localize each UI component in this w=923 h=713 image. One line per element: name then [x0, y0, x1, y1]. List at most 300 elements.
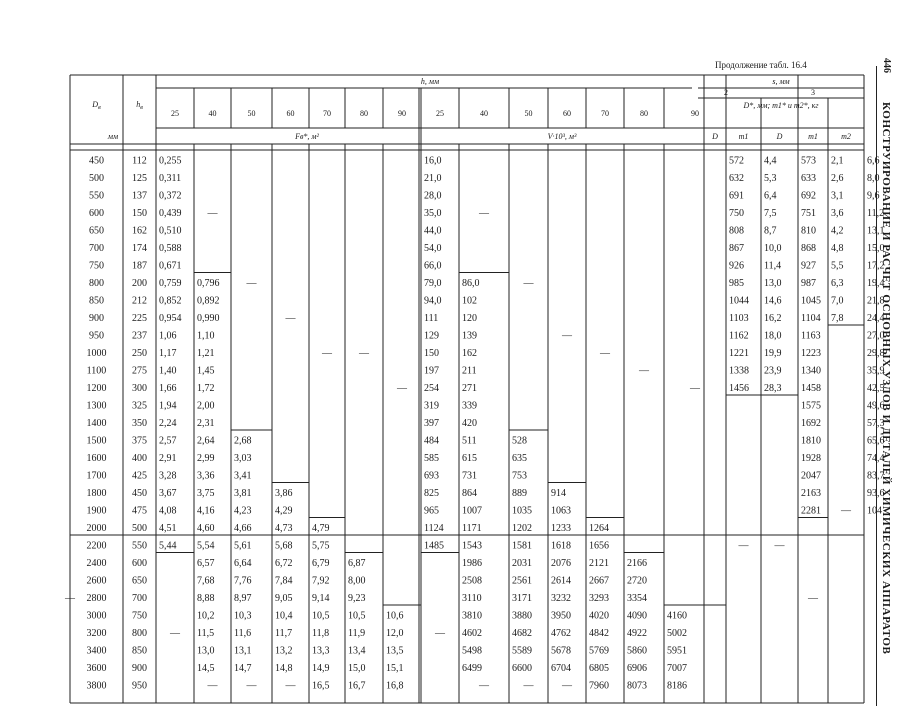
- table-cell: 15,0: [348, 663, 366, 674]
- table-cell: 900: [132, 663, 147, 674]
- table-cell: 4922: [627, 628, 647, 639]
- table-cell: 5951: [667, 645, 687, 657]
- table-cell: 16,8: [386, 680, 404, 692]
- table-cell: 511: [462, 435, 477, 447]
- table-cell: 6,72: [275, 558, 293, 569]
- table-cell: 2031: [512, 558, 532, 569]
- table-cell: 5,3: [764, 173, 777, 184]
- table-cell: 29,8: [867, 348, 885, 359]
- table-cell: 987: [801, 278, 816, 289]
- table-cell: 4682: [512, 628, 532, 639]
- table-cell: 4,23: [234, 505, 252, 517]
- table-cell: 225: [132, 313, 147, 324]
- table-cell: 35,0: [424, 208, 442, 219]
- table-cell: 550: [132, 540, 147, 552]
- table-cell: 74,4: [867, 453, 885, 464]
- table-cell: 54,0: [424, 243, 442, 254]
- table-cell: 691: [729, 190, 744, 202]
- table-cell: 3000: [86, 610, 107, 622]
- table-cell: 162: [462, 348, 477, 359]
- table-cell: 3,36: [197, 470, 215, 482]
- table-cell: 16,7: [348, 680, 366, 692]
- table-cell: 5678: [551, 645, 571, 657]
- header-h-value: 60: [286, 109, 295, 118]
- table-cell: 1,06: [159, 330, 177, 342]
- table-cell: 1485: [424, 540, 444, 552]
- table-cell: 420: [462, 418, 477, 429]
- table-cell: 3,6: [831, 208, 844, 219]
- table-cell: 2,24: [159, 418, 177, 429]
- table-cell: 6805: [589, 663, 609, 674]
- table-cell: 7,68: [197, 575, 215, 587]
- table-cell: 5,61: [234, 540, 252, 552]
- table-cell: 692: [801, 190, 816, 202]
- table-cell: 3171: [512, 593, 532, 604]
- table-cell: 1162: [729, 330, 749, 342]
- table-cell: 4602: [462, 628, 482, 639]
- table-cell: 6600: [512, 663, 532, 674]
- table-cell: 14,7: [234, 663, 252, 674]
- table-cell: 14,5: [197, 663, 215, 674]
- table-cell: 2,68: [234, 435, 252, 447]
- table-cell: 3354: [627, 593, 647, 604]
- table-cell: 600: [132, 558, 147, 569]
- table-cell: 10,6: [386, 610, 404, 622]
- table-cell: 15,1: [386, 663, 404, 674]
- table-cell: 17,2: [867, 260, 885, 272]
- table-cell: 5769: [589, 645, 609, 657]
- table-cell: 4090: [627, 610, 647, 622]
- table-cell: 23,9: [764, 365, 782, 377]
- table-cell: 1456: [729, 383, 749, 394]
- table-cell: 808: [729, 225, 744, 237]
- table-cell: 11,9: [348, 628, 366, 639]
- table-cell: 4,79: [312, 523, 330, 534]
- table-cell: 3,86: [275, 488, 293, 499]
- header-s2: 2: [724, 88, 728, 97]
- table-cell: 6704: [551, 663, 571, 674]
- table-cell: 927: [801, 260, 816, 272]
- table-grid: [65, 75, 885, 705]
- header-unit-V: V·10³, м³: [547, 132, 577, 141]
- table-cell: 14,6: [764, 295, 782, 307]
- table-cell: 2600: [86, 575, 107, 587]
- table-cell: 1,66: [159, 383, 177, 394]
- table-cell: 1171: [462, 523, 482, 534]
- table-cell: 6906: [627, 663, 647, 674]
- table-cell: 2561: [512, 575, 532, 587]
- header-h-value: 50: [247, 109, 256, 118]
- table-cell: 8186: [667, 680, 687, 692]
- table-cell: 8073: [627, 680, 647, 692]
- table-cell: 11,4: [764, 260, 782, 272]
- table-cell: 1,72: [197, 383, 215, 394]
- table-cell: 3,03: [234, 453, 252, 464]
- table-cell: 112: [132, 155, 147, 167]
- table-cell: 13,4: [348, 645, 366, 657]
- table-cell: 7,84: [275, 575, 293, 587]
- table-cell: 125: [132, 173, 147, 184]
- table-cell: 162: [132, 225, 147, 237]
- table-cell: 615: [462, 453, 477, 464]
- table-cell: 197: [424, 365, 439, 377]
- header-dv: $D_в$: [92, 100, 101, 111]
- table-cell: 700: [132, 593, 147, 604]
- table-cell: —: [322, 348, 332, 359]
- table-cell: —: [285, 313, 296, 324]
- table-cell: —: [523, 680, 534, 692]
- table-cell: 900: [89, 313, 104, 324]
- table-cell: 137: [132, 190, 147, 202]
- header-s-mm: s, мм: [772, 77, 790, 86]
- table-cell: 8,97: [234, 593, 252, 604]
- table-cell: 4,51: [159, 523, 177, 534]
- table-cell: 1,40: [159, 365, 177, 377]
- table-cell: 7,0: [831, 295, 844, 307]
- table-cell: 1458: [801, 383, 821, 394]
- table-cell: 0,510: [159, 225, 182, 237]
- table-cell: 1810: [801, 435, 821, 447]
- table-cell: 16,5: [312, 680, 330, 692]
- table-cell: 550: [89, 190, 104, 202]
- table-cell: 3400: [86, 645, 107, 657]
- table-cell: 572: [729, 155, 744, 167]
- table-cell: 9,23: [348, 593, 366, 604]
- table-cell: 0,796: [197, 278, 220, 289]
- table-cell: 10,4: [275, 610, 293, 622]
- table-cell: 825: [424, 488, 439, 499]
- table-cell: 693: [424, 470, 439, 482]
- table-cell: 3800: [86, 680, 107, 692]
- table-cell: 28,3: [764, 383, 782, 394]
- table-cell: 750: [89, 260, 104, 272]
- table-cell: 2163: [801, 488, 821, 499]
- table-cell: 8,88: [197, 593, 215, 604]
- table-cell: 585: [424, 453, 439, 464]
- header-s-sub: D*, мм; m1* и m2*, кг: [743, 101, 819, 110]
- table-cell: 13,0: [764, 278, 782, 289]
- table-cell: 867: [729, 243, 744, 254]
- table-cell: 3200: [86, 628, 107, 639]
- table-cell: 1,21: [197, 348, 215, 359]
- header-s-col: m2: [841, 132, 851, 141]
- header-h-value: 25: [171, 109, 179, 118]
- table-cell: —: [562, 680, 572, 692]
- table-cell: 3,1: [831, 190, 844, 202]
- table-cell: 10,0: [764, 243, 782, 254]
- table-cell: 1340: [801, 365, 821, 377]
- table-cell: 11,8: [312, 628, 330, 639]
- table-cell: —: [246, 680, 257, 692]
- table-cell: 5002: [667, 628, 687, 639]
- table-cell: 1202: [512, 523, 532, 534]
- table-cell: 0,671: [159, 260, 182, 272]
- table-cell: 1500: [86, 435, 107, 447]
- table-cell: 10,5: [312, 610, 330, 622]
- table-cell: 65,6: [867, 435, 885, 447]
- table-cell: —: [600, 348, 610, 359]
- table-cell: 484: [424, 435, 439, 447]
- header-unit-F: Fв*, м²: [295, 132, 319, 141]
- table-cell: 14,8: [275, 663, 293, 674]
- table-cell: 3,41: [234, 470, 252, 482]
- table-cell: —: [207, 680, 218, 692]
- table-cell: 11,7: [275, 628, 293, 639]
- table-cell: 319: [424, 400, 439, 412]
- table-cell: 11,6: [234, 628, 252, 639]
- table-cell: 1100: [86, 365, 107, 377]
- header-h-value: 80: [360, 109, 368, 118]
- table-cell: 3,67: [159, 488, 177, 499]
- table-cell: 600: [89, 208, 104, 219]
- table-cell: 0,852: [159, 295, 182, 307]
- table-cell: 400: [132, 453, 147, 464]
- table-cell: 211: [462, 365, 477, 377]
- header-h-value: 70: [601, 109, 609, 118]
- table-cell: 4,29: [275, 505, 293, 517]
- header-s-col: D: [776, 132, 783, 141]
- table-cell: 15,0: [867, 243, 885, 254]
- table-cell: 1264: [589, 523, 609, 534]
- table-cell: 926: [729, 260, 744, 272]
- data-table: [65, 75, 885, 705]
- table-cell: 573: [801, 155, 816, 167]
- table-cell: 2,99: [197, 453, 215, 464]
- table-cell: 425: [132, 470, 147, 482]
- continuation-label: Продолжение табл. 16.4: [715, 60, 807, 70]
- table-cell: 0,990: [197, 313, 220, 324]
- table-cell: 450: [89, 155, 104, 167]
- table-cell: 751: [801, 208, 816, 219]
- table-cell: 94,0: [424, 295, 442, 307]
- table-cell: 5,54: [197, 540, 215, 552]
- table-cell: 2166: [627, 558, 647, 569]
- header-h-value: 90: [398, 109, 406, 118]
- header-s-col: D: [712, 132, 718, 141]
- table-cell: 2,31: [197, 418, 215, 429]
- table-cell: 2614: [551, 575, 571, 587]
- table-cell: 4,60: [197, 523, 215, 534]
- table-cell: 4,8: [831, 243, 844, 254]
- table-cell: 9,6: [867, 190, 880, 202]
- table-cell: 10,5: [348, 610, 366, 622]
- table-cell: 13,1: [234, 645, 252, 657]
- table-cell: 1900: [86, 505, 107, 517]
- table-cell: 93,6: [867, 488, 885, 499]
- table-cell: 1618: [551, 540, 571, 552]
- table-cell: 14,9: [312, 663, 330, 674]
- table-cell: —: [435, 628, 445, 639]
- header-h-mm: h, мм: [420, 77, 440, 86]
- table-cell: 1063: [551, 505, 571, 517]
- table-cell: 8,7: [764, 225, 777, 237]
- table-cell: 3950: [551, 610, 571, 622]
- table-cell: 4,73: [275, 523, 293, 534]
- table-cell: 129: [424, 330, 439, 342]
- table-cell: 1233: [551, 523, 571, 534]
- table-cell: 7,76: [234, 575, 252, 587]
- table-cell: 7,5: [764, 208, 777, 219]
- table-cell: 1104: [801, 313, 821, 324]
- table-cell: 1,10: [197, 330, 215, 342]
- table-cell: 810: [801, 225, 816, 237]
- table-cell: 3,75: [197, 488, 215, 499]
- table-cell: 500: [89, 173, 104, 184]
- table-cell: 250: [132, 348, 147, 359]
- table-cell: 1044: [729, 295, 749, 307]
- table-cell: 528: [512, 435, 527, 447]
- table-cell: —: [397, 383, 407, 394]
- table-cell: 0,759: [159, 278, 182, 289]
- table-cell: 66,0: [424, 260, 442, 272]
- table-cell: 950: [89, 330, 104, 342]
- table-cell: 0,311: [159, 173, 182, 184]
- header-h-value: 60: [563, 109, 571, 118]
- table-cell: 2047: [801, 470, 821, 482]
- table-cell: 750: [132, 610, 147, 622]
- running-title: КОНСТРУИРОВАНИЕ И РАСЧЕТ ОСНОВНЫХ УЗЛОВ И ДЕТАЛЕЙ ХИМИЧЕСКИХ АППАРАТОВ: [880, 102, 892, 655]
- table-cell: 1103: [729, 313, 749, 324]
- table-cell: 7,8: [831, 313, 844, 324]
- table-cell: 150: [132, 208, 147, 219]
- table-cell: 13,3: [312, 645, 330, 657]
- table-cell: 2,6: [831, 173, 844, 184]
- table-cell: 2,64: [197, 435, 215, 447]
- table-cell: 700: [89, 243, 104, 254]
- table-cell: 150: [424, 348, 439, 359]
- table-cell: 914: [551, 488, 566, 499]
- table-cell: 1000: [86, 348, 107, 359]
- table-cell: 83,7: [867, 470, 885, 482]
- table-cell: 187: [132, 260, 147, 272]
- table-cell: 3,81: [234, 488, 252, 499]
- table-cell: —: [359, 348, 369, 359]
- table-cell: 16,0: [424, 155, 442, 167]
- table-cell: 800: [132, 628, 147, 639]
- table-cell: 11,5: [197, 628, 215, 639]
- table-cell: 1543: [462, 540, 482, 552]
- table-cell: 1400: [86, 418, 107, 429]
- table-cell: 4762: [551, 628, 571, 639]
- table-cell: —: [639, 365, 649, 377]
- table-cell: 985: [729, 278, 744, 289]
- table-cell: —: [285, 680, 296, 692]
- table-cell: 21,8: [867, 295, 885, 307]
- table-cell: 254: [424, 383, 439, 394]
- table-cell: 13,1: [867, 225, 885, 237]
- table-cell: 1007: [462, 505, 482, 517]
- table-cell: 1928: [801, 453, 821, 464]
- table-cell: 6,87: [348, 558, 366, 569]
- table-cell: 2400: [86, 558, 107, 569]
- table-cell: 49,6: [867, 400, 885, 412]
- table-cell: 0,372: [159, 190, 182, 202]
- table-cell: 0,892: [197, 295, 220, 307]
- table-cell: 2800: [86, 593, 107, 604]
- table-cell: 753: [512, 470, 527, 482]
- table-cell: 12,0: [386, 628, 404, 639]
- table-cell: 139: [462, 330, 477, 342]
- table-cell: 889: [512, 488, 527, 499]
- table-cell: 6499: [462, 663, 482, 674]
- table-cell: 1,94: [159, 400, 177, 412]
- table-cell: 6,64: [234, 558, 252, 569]
- table-cell: 5,68: [275, 540, 293, 552]
- header-h-value: 80: [640, 109, 648, 118]
- table-cell: 632: [729, 173, 744, 184]
- table-cell: 275: [132, 365, 147, 377]
- table-cell: 950: [132, 680, 147, 692]
- table-cell: 2,00: [197, 400, 215, 412]
- table-cell: 6,6: [867, 155, 880, 167]
- table-cell: 8,0: [867, 173, 880, 184]
- table-cell: 0,954: [159, 313, 182, 324]
- table-cell: 375: [132, 435, 147, 447]
- table-cell: —: [841, 505, 851, 517]
- table-cell: 13,0: [197, 645, 215, 657]
- table-cell: 2076: [551, 558, 571, 569]
- table-cell: 212: [132, 295, 147, 307]
- table-cell: 6,4: [764, 190, 777, 202]
- table-cell: 1656: [589, 540, 609, 552]
- table-cell: 2667: [589, 575, 609, 587]
- table-cell: 731: [462, 470, 477, 482]
- table-cell: 339: [462, 400, 477, 412]
- header-unit-mm: мм: [107, 132, 119, 141]
- table-cell: 120: [462, 313, 477, 324]
- table-cell: 397: [424, 418, 439, 429]
- table-cell: 200: [132, 278, 147, 289]
- table-cell: 19,4: [867, 278, 885, 289]
- table-cell: —: [65, 593, 75, 604]
- table-cell: 4160: [667, 610, 687, 622]
- table-cell: 5,5: [831, 260, 844, 272]
- table-cell: 111: [424, 313, 439, 324]
- page-number: 446: [881, 58, 892, 73]
- table-cell: 1338: [729, 365, 749, 377]
- table-cell: 9,05: [275, 593, 293, 604]
- table-cell: 2508: [462, 575, 482, 587]
- table-cell: 5498: [462, 645, 482, 657]
- table-cell: 11,2: [867, 208, 885, 219]
- table-cell: 7007: [667, 663, 687, 674]
- table-cell: 635: [512, 453, 527, 464]
- table-cell: 4,16: [197, 505, 215, 517]
- table-cell: 1692: [801, 418, 821, 429]
- table-cell: 3,28: [159, 470, 177, 482]
- table-cell: 86,0: [462, 278, 480, 289]
- table-cell: 850: [89, 295, 104, 307]
- table-cell: 3293: [589, 593, 609, 604]
- table-cell: 4,2: [831, 225, 844, 237]
- table-cell: 4,08: [159, 505, 177, 517]
- table-cell: 27,0: [867, 330, 885, 342]
- table-cell: 271: [462, 383, 477, 394]
- table-cell: 6,57: [197, 558, 215, 569]
- table-cell: 4,66: [234, 523, 252, 534]
- table-cell: 1163: [801, 330, 821, 342]
- table-cell: 1581: [512, 540, 532, 552]
- table-cell: 0,255: [159, 155, 182, 167]
- table-cell: 850: [132, 645, 147, 657]
- table-cell: —: [207, 208, 218, 219]
- table-cell: 3232: [551, 593, 571, 604]
- table-cell: 300: [132, 383, 147, 394]
- table-cell: 350: [132, 418, 147, 429]
- table-cell: 237: [132, 330, 147, 342]
- table-cell: 35,9: [867, 365, 885, 377]
- table-cell: 1,17: [159, 348, 177, 359]
